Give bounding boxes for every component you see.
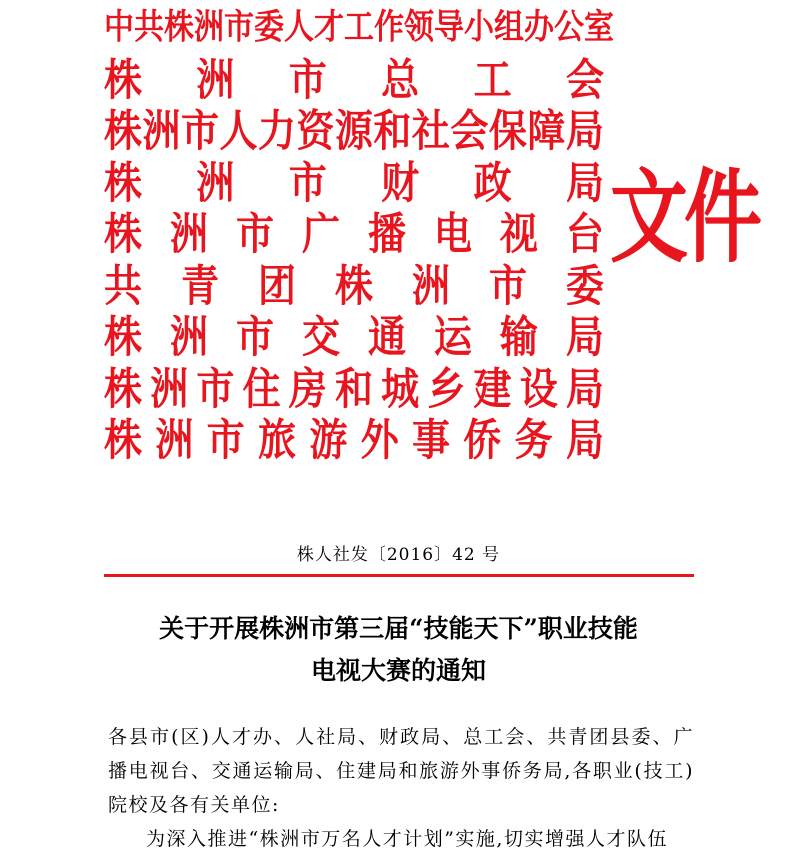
issuer-char: 洲 <box>411 259 450 311</box>
issuer-char: 城 <box>381 362 420 414</box>
issuer-char: 务 <box>514 413 553 466</box>
issuer-char: 领 <box>404 7 434 48</box>
title-line-2: 电视大赛的通知 <box>310 656 486 685</box>
body-paragraph: 为深入推进“株洲市万名人才计划”实施,切实增强人才队伍 <box>146 828 668 850</box>
issuer-char: 局 <box>565 362 604 414</box>
issuer-char: 株 <box>104 207 143 260</box>
issuer-char: 电 <box>433 207 472 260</box>
issuer-block <box>104 2 614 466</box>
issuer-char: 青 <box>180 259 219 311</box>
issuer-char: 台 <box>565 207 604 260</box>
issuer-char: 才 <box>314 7 344 48</box>
issuer-char: 市 <box>196 362 235 414</box>
title-line-1: 关于开展株洲市第三届“技能天下”职业技能 <box>159 614 638 643</box>
issuer-char: 和 <box>334 362 373 414</box>
issuer-char: 市 <box>180 104 219 157</box>
issuer-char: 共 <box>104 259 143 311</box>
issuer-char: 交 <box>301 310 340 363</box>
issuer-char: 社 <box>411 104 450 157</box>
issuer-char: 洲 <box>155 413 194 466</box>
issuer-char: 保 <box>488 104 527 157</box>
issuer-char: 株 <box>164 7 194 48</box>
issuer-char: 局 <box>565 104 604 157</box>
issuer-char: 委 <box>565 259 604 311</box>
issuer-char: 视 <box>499 207 538 260</box>
issuer-char: 工 <box>473 53 512 105</box>
document-suffix: 文件 <box>610 158 759 278</box>
issuer-char: 广 <box>301 207 340 260</box>
issuer-char: 旅 <box>257 413 296 466</box>
issuer-char: 建 <box>473 362 512 414</box>
issuer-line <box>104 54 604 106</box>
issuer-char: 委 <box>254 7 284 48</box>
issuer-char: 事 <box>411 413 450 466</box>
issuer-char: 市 <box>488 259 527 311</box>
issuer-char: 会 <box>450 104 489 157</box>
issuer-char: 房 <box>288 362 327 414</box>
issuer-char: 外 <box>360 413 399 466</box>
issuer-char: 运 <box>433 310 472 363</box>
addressee-paragraph: 各县市(区)人才办、人社局、财政局、总工会、共青团县委、广播电视台、交通运输局、住建局和旅游外事侨务局,各职业(技工)院校及各有关单位: <box>108 726 694 816</box>
issuer-char: 株 <box>334 259 373 311</box>
issuer-line <box>104 2 614 54</box>
issuer-char: 株 <box>104 53 143 105</box>
issuer-char: 小 <box>464 7 494 48</box>
issuer-char: 局 <box>565 156 604 208</box>
issuer-char: 和 <box>373 104 412 157</box>
issuer-char: 室 <box>584 7 614 48</box>
issuer-char: 株 <box>104 362 143 414</box>
issuer-char: 人 <box>219 104 258 157</box>
issuer-char: 株 <box>104 156 143 208</box>
issuer-char: 团 <box>257 259 296 311</box>
issuer-char: 办 <box>524 7 554 48</box>
issuer-line <box>104 208 604 260</box>
issuer-char: 中 <box>104 7 134 48</box>
issuer-char: 洲 <box>169 207 208 260</box>
issuer-char: 力 <box>257 104 296 157</box>
issuer-line <box>104 414 604 466</box>
issuer-char: 公 <box>554 7 584 48</box>
issuer-char: 市 <box>224 7 254 48</box>
issuer-char: 人 <box>284 7 314 48</box>
issuer-char: 株 <box>104 104 143 157</box>
issuer-char: 资 <box>296 104 335 157</box>
issuer-char: 侨 <box>463 413 502 466</box>
issuer-char: 洲 <box>142 104 181 157</box>
issuer-char: 导 <box>434 7 464 48</box>
issuer-char: 输 <box>499 310 538 363</box>
issuer-line <box>104 311 604 363</box>
issuer-char: 政 <box>473 156 512 208</box>
issuer-char: 障 <box>527 104 566 157</box>
issuer-char: 总 <box>381 53 420 105</box>
issuer-char: 市 <box>288 156 327 208</box>
issuer-char: 游 <box>309 413 348 466</box>
issuer-char: 住 <box>242 362 281 414</box>
issuer-char: 会 <box>565 53 604 105</box>
issuer-char: 组 <box>494 7 524 48</box>
issuer-char: 洲 <box>150 362 189 414</box>
document-number: 株人社发〔2016〕42 号 <box>296 545 501 565</box>
issuer-char: 洲 <box>169 310 208 363</box>
issuer-char: 乡 <box>427 362 466 414</box>
issuer-char: 洲 <box>196 156 235 208</box>
issuer-char: 株 <box>104 310 143 363</box>
issuer-line <box>104 363 604 415</box>
issuer-char: 作 <box>374 7 404 48</box>
issuer-line <box>104 105 604 157</box>
issuer-char: 设 <box>519 362 558 414</box>
issuer-char: 播 <box>367 207 406 260</box>
document-title <box>0 608 797 692</box>
issuer-line <box>104 157 604 209</box>
issuer-char: 局 <box>565 310 604 363</box>
issuer-char: 株 <box>104 413 143 466</box>
issuer-char: 工 <box>344 7 374 48</box>
issuer-char: 洲 <box>194 7 224 48</box>
issuer-char: 洲 <box>196 53 235 105</box>
issuer-char: 市 <box>235 310 274 363</box>
issuer-char: 局 <box>565 413 604 466</box>
issuer-char: 市 <box>288 53 327 105</box>
issuer-char: 市 <box>206 413 245 466</box>
red-divider <box>104 574 694 577</box>
issuer-char: 源 <box>334 104 373 157</box>
issuer-char: 财 <box>381 156 420 208</box>
issuer-char: 共 <box>134 7 164 48</box>
issuer-line <box>104 260 604 312</box>
issuer-char: 通 <box>367 310 406 363</box>
issuer-char: 市 <box>235 207 274 260</box>
